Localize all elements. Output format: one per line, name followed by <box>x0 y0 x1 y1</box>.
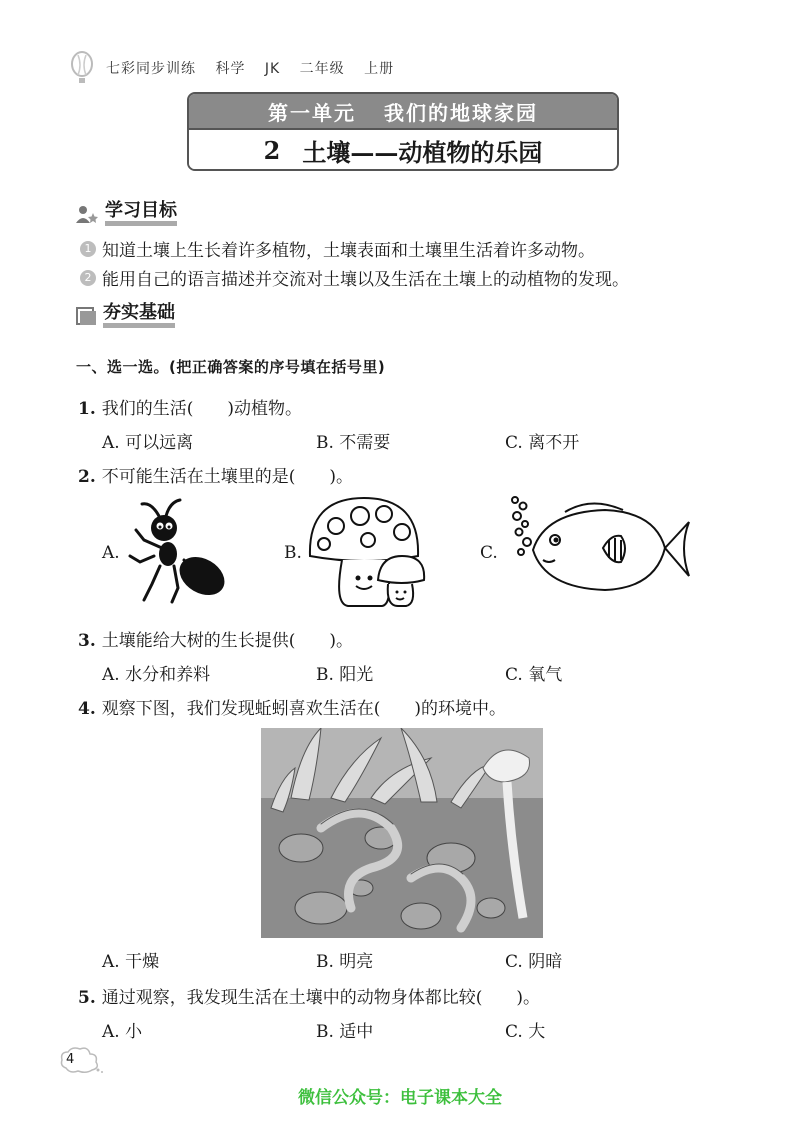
question-number: 1. <box>78 399 96 419</box>
grade-name: 二年级 <box>299 61 345 77</box>
option-a-label: A. <box>102 543 120 563</box>
goals-heading-label: 学习目标 <box>105 202 177 226</box>
option-c: C. 大 <box>505 1022 546 1042</box>
basics-heading-label: 夯实基础 <box>103 304 175 328</box>
basics-heading <box>75 304 175 328</box>
lesson-number: 2 <box>263 136 281 165</box>
question-1 <box>78 394 302 419</box>
unit-number: 第一单元 <box>268 100 356 125</box>
question-text: 通过观察，我发现生活在土壤中的动物身体都比较( )。 <box>101 988 541 1008</box>
edition-name: JK <box>264 61 281 77</box>
part1-title: 一、选一选。(把正确答案的序号填在括号里) <box>76 358 386 376</box>
question-2 <box>78 462 353 487</box>
option-a: A. 干燥 <box>102 952 160 972</box>
option-a: A. 小 <box>102 1022 143 1042</box>
lesson-name: 土壤——动植物的乐园 <box>302 138 543 167</box>
option-b: B. 阳光 <box>316 665 374 685</box>
header-text <box>106 58 408 78</box>
lesson-title <box>189 128 617 171</box>
page-number-cloud-icon <box>58 1044 104 1076</box>
book-icon <box>75 306 97 326</box>
option-a: A. 水分和养料 <box>102 665 211 685</box>
question-number: 4. <box>78 699 96 719</box>
goal-number: 2 <box>80 270 96 286</box>
question-text: 观察下图，我们发现蚯蚓喜欢生活在( )的环境中。 <box>101 699 507 719</box>
question-text: 我们的生活( )动植物。 <box>101 399 303 419</box>
balloon-logo-icon <box>70 51 96 85</box>
ant-illustration <box>122 496 232 606</box>
volume-name: 上册 <box>364 61 395 77</box>
option-c: C. 氧气 <box>505 665 563 685</box>
option-b-label: B. <box>284 543 302 563</box>
question-number: 3. <box>78 631 96 651</box>
page-number: 4 <box>66 1052 75 1067</box>
question-text: 不可能生活在土壤里的是( )。 <box>101 467 354 487</box>
students-icon <box>75 204 99 224</box>
option-a: A. 可以远离 <box>102 433 194 453</box>
unit-title <box>189 94 617 128</box>
unit-name: 我们的地球家园 <box>384 100 538 125</box>
goal-item <box>80 236 595 261</box>
question-5 <box>78 983 540 1008</box>
fish-illustration <box>505 492 695 608</box>
goal-text: 知道土壤上生长着许多植物，土壤表面和土壤里生活着许多动物。 <box>102 241 595 261</box>
question-4 <box>78 694 506 719</box>
option-c: C. 阴暗 <box>505 952 563 972</box>
option-c: C. 离不开 <box>505 433 580 453</box>
page-header <box>70 48 408 88</box>
question-number: 5. <box>78 988 96 1008</box>
option-c-label: C. <box>480 543 498 563</box>
option-b: B. 适中 <box>316 1022 374 1042</box>
question-text: 土壤能给大树的生长提供( )。 <box>101 631 354 651</box>
subject-name: 科学 <box>215 61 246 77</box>
option-b: B. 不需要 <box>316 433 391 453</box>
goal-number: 1 <box>80 241 96 257</box>
goal-text: 能用自己的语言描述并交流对土壤以及生活在土壤上的动植物的发现。 <box>102 270 629 290</box>
footer-watermark: 微信公众号：电子课本大全 <box>298 1088 502 1108</box>
goals-heading <box>75 202 177 226</box>
lesson-title-box <box>187 92 619 171</box>
series-name: 七彩同步训练 <box>106 61 196 77</box>
goal-item <box>80 265 629 290</box>
option-b: B. 明亮 <box>316 952 374 972</box>
mushroom-illustration <box>302 494 432 612</box>
question-number: 2. <box>78 467 96 487</box>
earthworm-soil-photo <box>261 728 543 938</box>
question-3 <box>78 626 353 651</box>
